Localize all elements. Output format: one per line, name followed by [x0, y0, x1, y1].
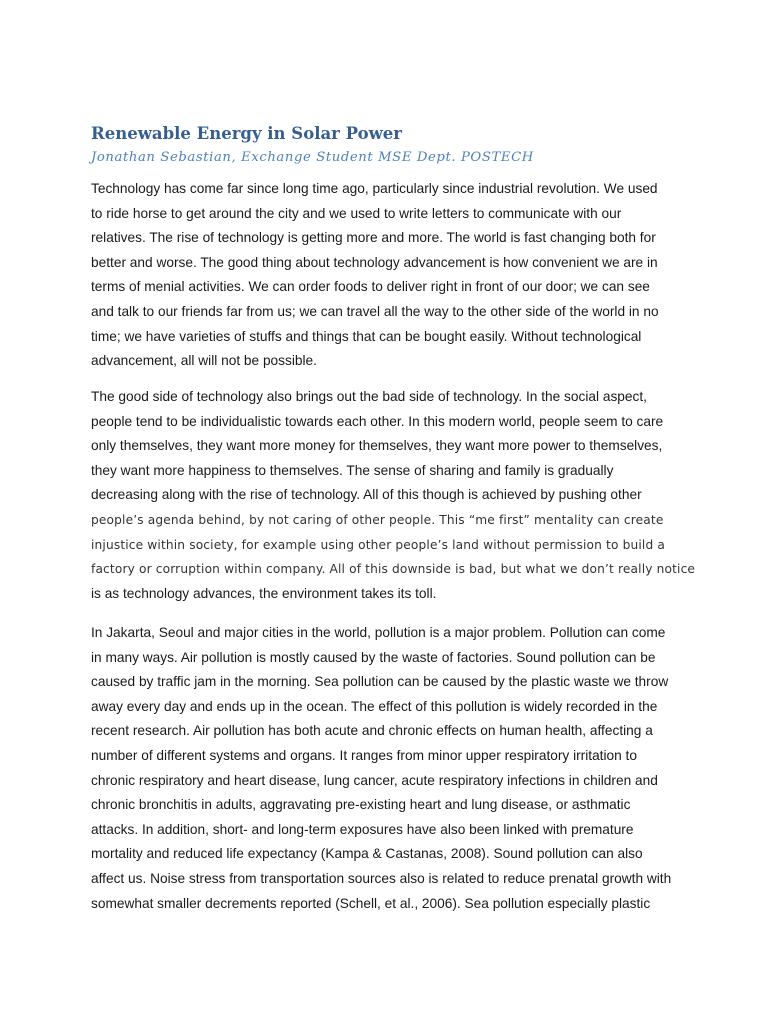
- paragraph-line: relatives. The rise of technology is getting more and more. The world is fast changing both for: [91, 230, 656, 246]
- paragraph-line: is as technology advances, the environment takes its toll.: [91, 585, 437, 601]
- paragraph-line: caused by traffic jam in the morning. Sea pollution can be caused by the plastic waste we throw: [91, 674, 669, 690]
- document-title: Renewable Energy in Solar Power: [91, 124, 402, 143]
- paragraph-line: they want more happiness to themselves. The sense of sharing and family is gradually: [91, 462, 614, 478]
- paragraph-line: In Jakarta, Seoul and major cities in the world, pollution is a major problem. Pollution can come: [91, 625, 666, 640]
- paragraph-line: injustice within society, for example using other people’s land without permission to build a: [91, 537, 665, 552]
- paragraph-line: attacks. In addition, short- and long-term exposures have also been linked with premature: [91, 821, 634, 837]
- paragraph-line: better and worse. The good thing about technology advancement is how convenient we are in: [91, 254, 658, 270]
- paragraph-line: mortality and reduced life expectancy (Kampa & Castanas, 2008). Sound pollution can also: [91, 846, 643, 862]
- paragraph-line: only themselves, they want more money for themselves, they want more power to themselves,: [91, 438, 663, 454]
- paragraph-line: recent research. Air pollution has both acute and chronic effects on human health, affecting a: [91, 723, 653, 739]
- paragraph-line: number of different systems and organs. It ranges from minor upper respiratory irritation to: [91, 747, 637, 763]
- paragraph-line: decreasing along with the rise of technology. All of this though is achieved by pushing other: [91, 487, 642, 503]
- paragraph-line: The good side of technology also brings out the bad side of technology. In the social aspect,: [91, 389, 647, 404]
- paragraph-line: time; we have varieties of stuffs and things that can be bought easily. Without technological: [91, 328, 642, 344]
- paragraph-line: advancement, all will not be possible.: [91, 353, 317, 369]
- paragraph-3: [91, 621, 691, 916]
- paragraph-line: affect us. Noise stress from transportation sources also is related to reduce prenatal growth with: [91, 870, 672, 886]
- paragraph-line: terms of menial activities. We can order foods to deliver right in front of our door; we can see: [91, 279, 650, 295]
- paragraph-line: in many ways. Air pollution is mostly caused by the waste of factories. Sound pollution can be: [91, 649, 656, 665]
- paragraph-line: Technology has come far since long time ago, particularly since industrial revolution. We used: [91, 181, 658, 196]
- paragraph-line: chronic bronchitis in adults, aggravating pre-existing heart and lung disease, or asthmatic: [91, 797, 631, 813]
- paragraph-line: factory or corruption within company. All of this downside is bad, but what we don’t really notice: [91, 562, 696, 577]
- paragraph-line: to ride horse to get around the city and we used to write letters to communicate with our: [91, 205, 622, 221]
- paragraph-2: [91, 385, 696, 606]
- paragraph-line: people’s agenda behind, by not caring of other people. This “me first” mentality can create: [91, 512, 664, 527]
- paragraph-line: and talk to our friends far from us; we can travel all the way to the other side of the world in no: [91, 303, 659, 319]
- paragraph-1: [91, 177, 691, 374]
- paragraph-line: chronic respiratory and heart disease, lung cancer, acute respiratory infections in children and: [91, 772, 658, 788]
- author-line: Jonathan Sebastian, Exchange Student MSE Dept. POSTECH: [91, 150, 534, 165]
- paragraph-line: somewhat smaller decrements reported (Schell, et al., 2006). Sea pollution especially plastic: [91, 895, 651, 911]
- paragraph-line: away every day and ends up in the ocean. The effect of this pollution is widely recorded in the: [91, 698, 658, 714]
- paragraph-line: people tend to be individualistic towards each other. In this modern world, people seem to care: [91, 413, 664, 429]
